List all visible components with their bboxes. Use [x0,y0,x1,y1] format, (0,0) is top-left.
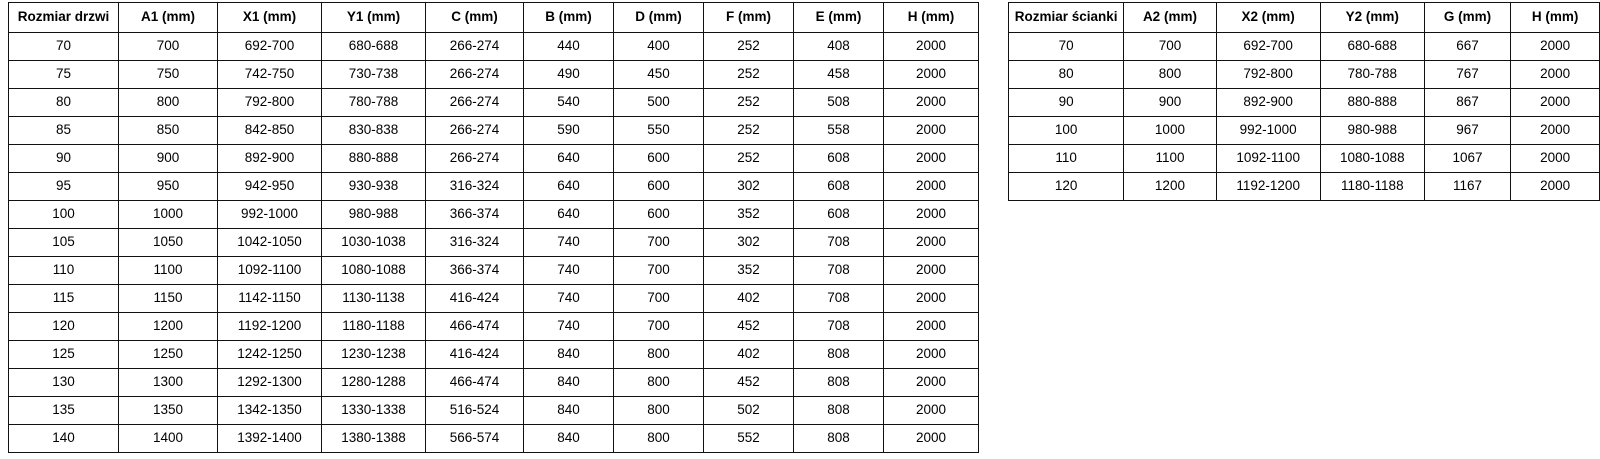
table-cell: 2000 [1511,61,1600,89]
table-cell: 1142-1150 [218,285,322,313]
table-cell: 550 [614,117,704,145]
table-cell: 792-800 [218,89,322,117]
column-header: X2 (mm) [1216,3,1320,33]
table-cell: 708 [794,285,884,313]
table-cell: 266-274 [426,89,524,117]
table-cell: 400 [614,33,704,61]
table-cell: 590 [524,117,614,145]
table-cell: 266-274 [426,61,524,89]
door-table-head [9,3,979,33]
table-cell: 1330-1338 [322,397,426,425]
table-cell: 992-1000 [218,201,322,229]
table-cell: 120 [9,313,119,341]
table-cell: 980-988 [322,201,426,229]
table-cell: 452 [704,369,794,397]
table-cell: 692-700 [218,33,322,61]
table-row [9,257,979,285]
table-row [9,425,979,453]
table-row [1009,89,1600,117]
table-cell: 1042-1050 [218,229,322,257]
table-cell: 880-888 [1320,89,1424,117]
table-cell: 767 [1424,61,1510,89]
column-header: A2 (mm) [1124,3,1216,33]
table-cell: 830-838 [322,117,426,145]
table-cell: 600 [614,173,704,201]
table-cell: 692-700 [1216,33,1320,61]
table-cell: 502 [704,397,794,425]
table-cell: 1392-1400 [218,425,322,453]
table-cell: 808 [794,425,884,453]
table-cell: 1067 [1424,145,1510,173]
table-row [9,145,979,173]
table-cell: 700 [614,313,704,341]
table-cell: 1192-1200 [1216,173,1320,201]
table-cell: 2000 [884,397,979,425]
table-cell: 2000 [1511,89,1600,117]
table-cell: 880-888 [322,145,426,173]
table-cell: 740 [524,229,614,257]
table-cell: 466-474 [426,313,524,341]
table-cell: 640 [524,145,614,173]
table-cell: 800 [614,341,704,369]
table-cell: 95 [9,173,119,201]
table-cell: 2000 [884,117,979,145]
column-header: E (mm) [794,3,884,33]
table-cell: 252 [704,89,794,117]
table-cell: 70 [9,33,119,61]
table-cell: 800 [1124,61,1216,89]
table-cell: 740 [524,313,614,341]
table-row [1009,117,1600,145]
door-size-table-container [8,2,979,453]
table-cell: 1150 [119,285,218,313]
table-cell: 2000 [1511,33,1600,61]
table-cell: 450 [614,61,704,89]
table-cell: 892-900 [218,145,322,173]
table-cell: 800 [614,397,704,425]
table-cell: 1350 [119,397,218,425]
table-cell: 2000 [884,229,979,257]
table-cell: 115 [9,285,119,313]
column-header: H (mm) [884,3,979,33]
table-cell: 680-688 [1320,33,1424,61]
table-cell: 90 [9,145,119,173]
table-cell: 70 [1009,33,1124,61]
table-cell: 700 [614,257,704,285]
table-cell: 1200 [1124,173,1216,201]
table-cell: 352 [704,257,794,285]
table-cell: 1300 [119,369,218,397]
table-cell: 252 [704,61,794,89]
table-cell: 100 [1009,117,1124,145]
table-cell: 742-750 [218,61,322,89]
table-cell: 440 [524,33,614,61]
table-cell: 640 [524,173,614,201]
table-cell: 120 [1009,173,1124,201]
table-cell: 316-324 [426,173,524,201]
table-cell: 600 [614,201,704,229]
table-cell: 992-1000 [1216,117,1320,145]
table-cell: 1030-1038 [322,229,426,257]
table-cell: 80 [9,89,119,117]
table-cell: 2000 [884,145,979,173]
table-cell: 508 [794,89,884,117]
table-cell: 1400 [119,425,218,453]
table-cell: 1180-1188 [322,313,426,341]
column-header: F (mm) [704,3,794,33]
table-row [9,397,979,425]
table-cell: 416-424 [426,285,524,313]
table-cell: 110 [9,257,119,285]
table-cell: 490 [524,61,614,89]
table-cell: 2000 [884,285,979,313]
column-header: B (mm) [524,3,614,33]
table-row [9,313,979,341]
table-cell: 680-688 [322,33,426,61]
table-cell: 100 [9,201,119,229]
table-cell: 900 [1124,89,1216,117]
table-cell: 840 [524,369,614,397]
table-row [9,229,979,257]
wall-table-head [1009,3,1600,33]
column-header: Y2 (mm) [1320,3,1424,33]
column-header: D (mm) [614,3,704,33]
table-cell: 708 [794,257,884,285]
table-cell: 608 [794,173,884,201]
table-cell: 700 [119,33,218,61]
door-table-body [9,33,979,453]
table-cell: 2000 [884,173,979,201]
table-cell: 840 [524,341,614,369]
table-cell: 105 [9,229,119,257]
table-cell: 516-524 [426,397,524,425]
table-cell: 800 [119,89,218,117]
table-cell: 1167 [1424,173,1510,201]
table-cell: 1100 [119,257,218,285]
table-cell: 900 [119,145,218,173]
table-cell: 708 [794,313,884,341]
table-cell: 135 [9,397,119,425]
column-header: Y1 (mm) [322,3,426,33]
table-cell: 2000 [884,257,979,285]
table-cell: 1280-1288 [322,369,426,397]
table-cell: 252 [704,117,794,145]
table-row [1009,173,1600,201]
table-cell: 452 [704,313,794,341]
table-row [9,117,979,145]
table-cell: 640 [524,201,614,229]
table-cell: 867 [1424,89,1510,117]
table-cell: 800 [614,425,704,453]
table-cell: 2000 [884,201,979,229]
table-row [9,285,979,313]
table-row [1009,33,1600,61]
door-table-header-row [9,3,979,33]
table-row [1009,61,1600,89]
table-row [9,369,979,397]
table-row [9,201,979,229]
wall-size-table [1008,2,1600,201]
table-cell: 2000 [884,425,979,453]
table-row [9,89,979,117]
table-cell: 700 [1124,33,1216,61]
table-cell: 500 [614,89,704,117]
table-cell: 266-274 [426,117,524,145]
table-cell: 366-374 [426,201,524,229]
table-cell: 302 [704,229,794,257]
table-cell: 558 [794,117,884,145]
table-cell: 980-988 [1320,117,1424,145]
table-cell: 90 [1009,89,1124,117]
table-cell: 1342-1350 [218,397,322,425]
table-cell: 667 [1424,33,1510,61]
table-cell: 140 [9,425,119,453]
table-cell: 842-850 [218,117,322,145]
table-cell: 110 [1009,145,1124,173]
table-cell: 740 [524,257,614,285]
table-cell: 252 [704,33,794,61]
table-cell: 1292-1300 [218,369,322,397]
table-row [9,61,979,89]
table-cell: 1000 [119,201,218,229]
table-cell: 566-574 [426,425,524,453]
column-header: G (mm) [1424,3,1510,33]
table-cell: 750 [119,61,218,89]
table-cell: 840 [524,397,614,425]
table-cell: 708 [794,229,884,257]
table-cell: 302 [704,173,794,201]
column-header: X1 (mm) [218,3,322,33]
table-row [9,173,979,201]
table-cell: 780-788 [322,89,426,117]
table-cell: 792-800 [1216,61,1320,89]
column-header: Rozmiar ścianki [1009,3,1124,33]
table-cell: 808 [794,341,884,369]
table-cell: 352 [704,201,794,229]
table-cell: 130 [9,369,119,397]
table-cell: 1050 [119,229,218,257]
table-cell: 740 [524,285,614,313]
table-cell: 266-274 [426,145,524,173]
table-cell: 2000 [884,33,979,61]
table-cell: 2000 [884,61,979,89]
table-cell: 600 [614,145,704,173]
table-cell: 950 [119,173,218,201]
table-cell: 2000 [884,341,979,369]
table-cell: 540 [524,89,614,117]
table-cell: 892-900 [1216,89,1320,117]
table-cell: 780-788 [1320,61,1424,89]
table-cell: 608 [794,145,884,173]
table-cell: 608 [794,201,884,229]
table-cell: 1000 [1124,117,1216,145]
table-cell: 402 [704,341,794,369]
table-cell: 942-950 [218,173,322,201]
table-row [9,33,979,61]
table-cell: 1250 [119,341,218,369]
table-cell: 408 [794,33,884,61]
table-cell: 1092-1100 [218,257,322,285]
table-cell: 808 [794,369,884,397]
table-row [1009,145,1600,173]
table-cell: 700 [614,229,704,257]
table-cell: 930-938 [322,173,426,201]
table-cell: 1080-1088 [322,257,426,285]
table-cell: 1100 [1124,145,1216,173]
table-cell: 967 [1424,117,1510,145]
table-cell: 458 [794,61,884,89]
table-cell: 252 [704,145,794,173]
table-cell: 75 [9,61,119,89]
table-cell: 1130-1138 [322,285,426,313]
column-header: C (mm) [426,3,524,33]
table-cell: 730-738 [322,61,426,89]
wall-table-header-row [1009,3,1600,33]
table-cell: 1092-1100 [1216,145,1320,173]
table-cell: 125 [9,341,119,369]
table-cell: 80 [1009,61,1124,89]
table-cell: 416-424 [426,341,524,369]
table-cell: 85 [9,117,119,145]
table-cell: 1230-1238 [322,341,426,369]
table-cell: 2000 [1511,145,1600,173]
table-cell: 316-324 [426,229,524,257]
table-cell: 808 [794,397,884,425]
table-cell: 1080-1088 [1320,145,1424,173]
column-header: Rozmiar drzwi [9,3,119,33]
table-cell: 366-374 [426,257,524,285]
table-cell: 1192-1200 [218,313,322,341]
table-cell: 1380-1388 [322,425,426,453]
wall-table-body [1009,33,1600,201]
table-cell: 1180-1188 [1320,173,1424,201]
door-size-table [8,2,979,453]
table-cell: 552 [704,425,794,453]
wall-size-table-container [1008,2,1600,201]
table-cell: 466-474 [426,369,524,397]
table-cell: 402 [704,285,794,313]
table-cell: 2000 [1511,173,1600,201]
table-cell: 1200 [119,313,218,341]
table-row [9,341,979,369]
table-cell: 2000 [884,313,979,341]
table-cell: 850 [119,117,218,145]
table-cell: 2000 [884,369,979,397]
table-cell: 1242-1250 [218,341,322,369]
table-cell: 2000 [884,89,979,117]
column-header: A1 (mm) [119,3,218,33]
table-cell: 840 [524,425,614,453]
column-header: H (mm) [1511,3,1600,33]
table-cell: 2000 [1511,117,1600,145]
table-cell: 800 [614,369,704,397]
table-cell: 700 [614,285,704,313]
table-cell: 266-274 [426,33,524,61]
